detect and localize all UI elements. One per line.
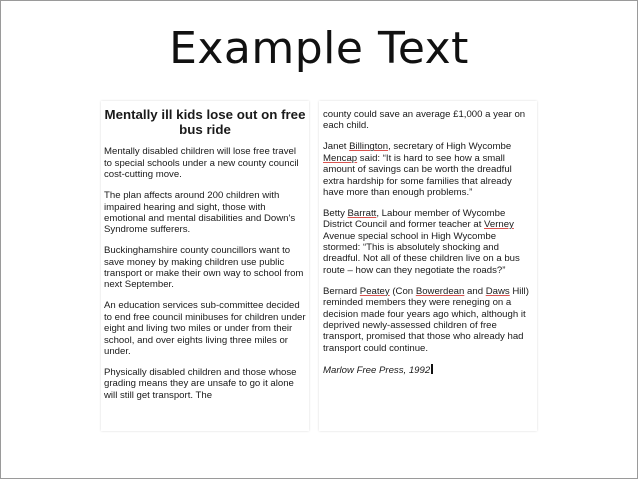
spellcheck-word: Mencap [323, 152, 358, 164]
article-paragraph: county could save an average £1,000 a year on each child. [323, 109, 526, 132]
spellcheck-word: Billington [349, 141, 389, 153]
article-paragraph: Buckinghamshire county councillors want to save money by making children use public transport or make their own way to school from next September. [104, 245, 304, 291]
article-source [323, 364, 533, 376]
text-run: Bernard [323, 285, 360, 297]
spellcheck-word: Bowerdean [415, 285, 465, 297]
spellcheck-word: Verney [484, 219, 514, 231]
text-run: Avenue special school in High Wycombe stormed: “This is absolutely shocking and dreadful. Not all of these children live on a bus route – how can they negotiate the roads?” [323, 230, 520, 276]
spellcheck-word: Barratt [347, 207, 377, 219]
article-paragraph [323, 141, 533, 198]
spellcheck-word: Peatey [359, 285, 390, 297]
article-paragraph: An education services sub-committee decided to end free council minibuses for children under eight and living two miles or under from their school, and over eights living three miles or under. [104, 300, 306, 357]
article-column-left [104, 107, 306, 411]
article-paragraph: Mentally disabled children will lose free travel to special schools under a new county council cost-cutting move. [104, 146, 299, 181]
text-run: Hill) reminded members they were reneging on a decision made four years ago which, although it deprived newly-assessed children of free transport, promised that those who already had transport could continue. [323, 285, 529, 354]
article-paragraph [323, 208, 533, 276]
text-run: (Con [389, 285, 416, 297]
article-headline: Mentally ill kids lose out on free bus ride [104, 107, 306, 138]
text-run: and [464, 285, 486, 297]
spellcheck-word: Daws [485, 285, 510, 297]
text-run: said: “It is hard to see how a small amount of savings can be worth the dreadful extra hardship for some families that already have more than enough problems.” [323, 152, 512, 198]
text-run: Betty [323, 207, 348, 219]
text-cursor [431, 364, 433, 374]
source-citation: Marlow Free Press, 1992 [323, 364, 431, 376]
text-run: , Labour member of Wycombe District Council and former teacher at [323, 207, 506, 231]
article-page-right [319, 101, 537, 431]
article-paragraph: The plan affects around 200 children with impaired hearing and sight, those with emotional and mental disabilities and Down's Syndrome sufferers. [104, 190, 296, 236]
article-paragraph [323, 286, 533, 354]
slide-title: Example Text [169, 23, 469, 74]
article-paragraph: Physically disabled children and those whose grading means they are unsafe to go it alone will still get transport. The [104, 366, 297, 401]
article-column-right [323, 109, 533, 386]
text-run: , secretary of High Wycombe [388, 141, 512, 153]
text-run: Janet [323, 141, 350, 153]
article-page-left [101, 101, 309, 431]
